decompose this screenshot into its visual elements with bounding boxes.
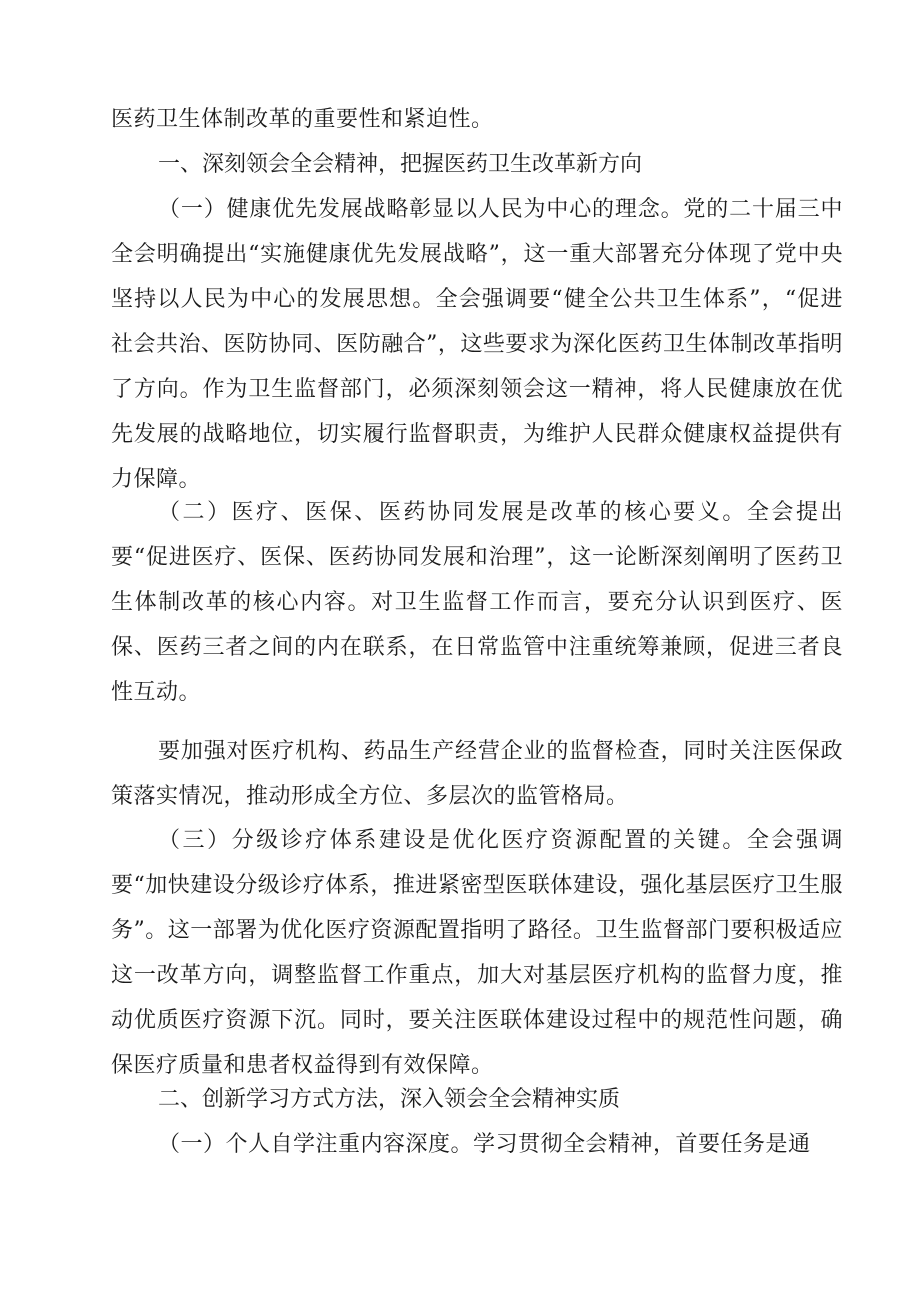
section-heading-1: 一、深刻领会全会精神，把握医药卫生改革新方向: [158, 152, 643, 177]
paragraph-1-1: （一）健康优先发展战略彰显以人民为中心的理念。党的二十届三中全会明确提出“实施健康优先发展战略”，这一重大部署充分体现了党中央坚持以人民为中心的发展思想。全会强调要“健全公共卫生体系”，“促进社会共治、医防协同、医防融合”，这些要求为深化医药卫生体制改革指明了方向。作为卫生监督部门，必须深刻领会这一精神，将人民健康放在优先发展的战略地位，切实履行监督职责，为维护人民群众健康权益提供有力保障。: [111, 197, 843, 492]
paragraph-1-2-cont: 要加强对医疗机构、药品生产经营企业的监督检查，同时关注医保政策落实情况，推动形成全方位、多层次的监管格局。: [111, 739, 843, 809]
paragraph-1-2: （二）医疗、医保、医药协同发展是改革的核心要义。全会提出要“促进医疗、医保、医药协同发展和治理”，这一论断深刻阐明了医药卫生体制改革的核心内容。对卫生监督工作而言，要充分认识到医疗、医保、医药三者之间的内在联系，在日常监管中注重统筹兼顾，促进三者良性互动。: [111, 500, 843, 705]
paragraph-2-1: （一）个人自学注重内容深度。学习贯彻全会精神，首要任务是通: [158, 1132, 811, 1157]
section-heading-2: 二、创新学习方式方法，深入领会全会精神实质: [158, 1087, 621, 1112]
paragraph-continuation: 医药卫生体制改革的重要性和紧迫性。: [111, 107, 494, 132]
paragraph-1-3: （三）分级诊疗体系建设是优化医疗资源配置的关键。全会强调要“加快建设分级诊疗体系，推进紧密型医联体建设，强化基层医疗卫生服务”。这一部署为优化医疗资源配置指明了路径。卫生监督部门要积极适应这一改革方向，调整监督工作重点，加大对基层医疗机构的监督力度，推动优质医疗资源下沉。同时，要关注医联体建设过程中的规范性问题，确保医疗质量和患者权益得到有效保障。: [111, 828, 843, 1078]
